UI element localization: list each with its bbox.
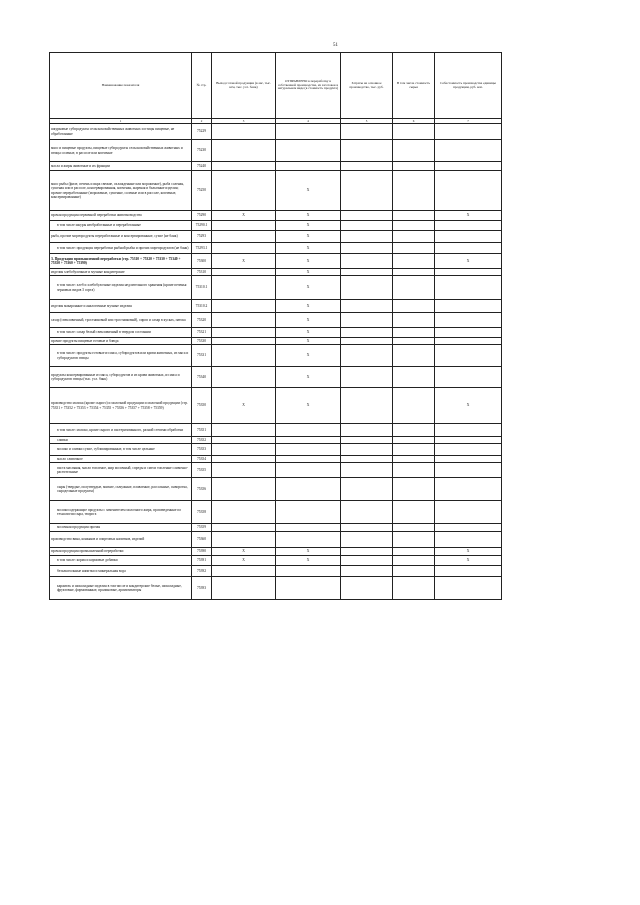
row-code: 75391 xyxy=(192,556,212,566)
cell-costs xyxy=(341,254,393,269)
cell-unit-cost xyxy=(435,276,502,300)
cell-raw-cost xyxy=(393,437,435,444)
row-code: 75392 xyxy=(192,566,212,577)
cell-output xyxy=(212,437,276,444)
cell-raw-cost xyxy=(393,345,435,367)
row-label: 3. Продукция промышленной переработки (стр. 75310 + 75320 + 75330 + 75340 + 75350 + 75360 + 75390) xyxy=(50,254,192,269)
cell-raw-cost xyxy=(393,338,435,345)
cell-output xyxy=(212,276,276,300)
cell-unit-cost xyxy=(435,437,502,444)
cell-unit-cost xyxy=(435,171,502,211)
cell-unit-cost xyxy=(435,269,502,276)
table-row xyxy=(50,231,502,243)
cell-output: X xyxy=(212,548,276,556)
cell-unit-cost: X xyxy=(435,211,502,221)
row-code: 75290 xyxy=(192,211,212,221)
table-row xyxy=(50,171,502,211)
cell-sent: X xyxy=(276,313,341,328)
cell-costs xyxy=(341,532,393,548)
cell-output xyxy=(212,140,276,162)
cell-output xyxy=(212,463,276,478)
row-label: в том числе: продукция переработки рыбной рыбы и прочих морепродуктов (не банк) xyxy=(50,243,192,254)
page-number: 51 xyxy=(333,43,338,48)
cell-output xyxy=(212,566,276,577)
column-number: 7 xyxy=(435,119,502,124)
row-label: молочная продукция прочая xyxy=(50,524,192,532)
row-code: 75360 xyxy=(192,532,212,548)
row-label: в том числе: молоко, кроме сырого и пастеризованного, разной степени обработки xyxy=(50,424,192,437)
table-row xyxy=(50,478,502,501)
table-row xyxy=(50,444,502,456)
cell-sent: X xyxy=(276,276,341,300)
row-label: масло сливочное xyxy=(50,456,192,463)
cell-unit-cost xyxy=(435,300,502,313)
row-code: 75293 xyxy=(192,231,212,243)
cell-raw-cost xyxy=(393,254,435,269)
cell-unit-cost: X xyxy=(435,548,502,556)
cell-sent xyxy=(276,577,341,600)
table-body xyxy=(50,124,502,600)
cell-raw-cost xyxy=(393,276,435,300)
row-code: 75350 xyxy=(192,388,212,424)
cell-costs xyxy=(341,231,393,243)
table-row xyxy=(50,328,502,338)
cell-raw-cost xyxy=(393,444,435,456)
header-indicator: Наименование показателя xyxy=(50,53,192,119)
cell-unit-cost xyxy=(435,221,502,231)
column-number: 5 xyxy=(341,119,393,124)
row-label: в том числе: корма и кормовые добавки xyxy=(50,556,192,566)
cell-raw-cost xyxy=(393,124,435,140)
cell-raw-cost xyxy=(393,501,435,524)
row-code: 75331 xyxy=(192,345,212,367)
cell-sent: X xyxy=(276,367,341,388)
table-row xyxy=(50,388,502,424)
row-label: сливки xyxy=(50,437,192,444)
cell-costs xyxy=(341,501,393,524)
cell-sent: X xyxy=(276,243,341,254)
table-row xyxy=(50,243,502,254)
column-number: 6 xyxy=(393,119,435,124)
row-label: молоко и сливки сухие, сублимированные, в том числе цельные xyxy=(50,444,192,456)
cell-output xyxy=(212,524,276,532)
table-row xyxy=(50,501,502,524)
cell-sent: X xyxy=(276,231,341,243)
cell-output xyxy=(212,456,276,463)
cell-raw-cost xyxy=(393,532,435,548)
cell-unit-cost xyxy=(435,501,502,524)
cell-output xyxy=(212,231,276,243)
table-row xyxy=(50,548,502,556)
row-label: изделия макаронные и аналогичные мучные изделия xyxy=(50,300,192,313)
cell-sent xyxy=(276,424,341,437)
cell-sent xyxy=(276,463,341,478)
cell-sent: X xyxy=(276,254,341,269)
cell-raw-cost xyxy=(393,328,435,338)
cell-output xyxy=(212,243,276,254)
cell-costs xyxy=(341,478,393,501)
table-row xyxy=(50,437,502,444)
row-label: паста масляная, масло топленое, жир молочный, спреды и смеси топленые сливочно-растительные xyxy=(50,463,192,478)
row-code: 75290.1 xyxy=(192,221,212,231)
cell-output xyxy=(212,300,276,313)
cell-output xyxy=(212,171,276,211)
cell-unit-cost: X xyxy=(435,388,502,424)
cell-output xyxy=(212,221,276,231)
row-code: 75359 xyxy=(192,524,212,532)
cell-unit-cost xyxy=(435,367,502,388)
cell-unit-cost xyxy=(435,243,502,254)
cell-raw-cost xyxy=(393,162,435,171)
column-number: 1 xyxy=(50,119,192,124)
cell-unit-cost xyxy=(435,424,502,437)
row-code: 75230 xyxy=(192,140,212,162)
cell-output xyxy=(212,501,276,524)
cell-costs xyxy=(341,456,393,463)
cell-costs xyxy=(341,556,393,566)
row-code: 75310.2 xyxy=(192,300,212,313)
cell-output xyxy=(212,313,276,328)
table-row xyxy=(50,532,502,548)
table-row xyxy=(50,300,502,313)
cell-sent: X xyxy=(276,269,341,276)
cell-unit-cost xyxy=(435,444,502,456)
cell-raw-cost xyxy=(393,140,435,162)
cell-costs xyxy=(341,313,393,328)
table-row xyxy=(50,524,502,532)
cell-costs xyxy=(341,124,393,140)
cell-sent: X xyxy=(276,345,341,367)
column-number: 4 xyxy=(276,119,341,124)
row-code: 75352 xyxy=(192,437,212,444)
cell-raw-cost xyxy=(393,456,435,463)
cell-raw-cost xyxy=(393,367,435,388)
cell-unit-cost: X xyxy=(435,556,502,566)
table-row xyxy=(50,424,502,437)
row-label: прочая продукция промышленной переработки xyxy=(50,548,192,556)
table-row xyxy=(50,140,502,162)
cell-costs xyxy=(341,221,393,231)
cell-output xyxy=(212,444,276,456)
cell-costs xyxy=(341,345,393,367)
cell-raw-cost xyxy=(393,231,435,243)
cell-output: X xyxy=(212,254,276,269)
cell-sent xyxy=(276,456,341,463)
table-row xyxy=(50,124,502,140)
table-row xyxy=(50,367,502,388)
cell-unit-cost xyxy=(435,231,502,243)
cell-costs xyxy=(341,548,393,556)
cell-costs xyxy=(341,243,393,254)
table-row xyxy=(50,313,502,328)
cell-output xyxy=(212,328,276,338)
cell-costs xyxy=(341,328,393,338)
row-label: шкурковые субпродукты сельскохозяйственных животных и птицы пищевые, не обработанные xyxy=(50,124,192,140)
header-raw-cost: В том числе стоимость сырья xyxy=(393,53,435,119)
cell-sent xyxy=(276,140,341,162)
cell-unit-cost xyxy=(435,456,502,463)
table-row xyxy=(50,338,502,345)
cell-unit-cost xyxy=(435,478,502,501)
row-code: 75310.1 xyxy=(192,276,212,300)
header-row xyxy=(50,53,502,119)
row-code: 75229 xyxy=(192,124,212,140)
cell-raw-cost xyxy=(393,300,435,313)
cell-sent xyxy=(276,444,341,456)
cell-raw-cost xyxy=(393,388,435,424)
cell-raw-cost xyxy=(393,221,435,231)
row-label: в том числе: продукты готовые из мяса, субпродуктов или крови животных, из мяса и субпродуктов птицы xyxy=(50,345,192,367)
row-label: продукты консервированные из мяса, субпродуктов и из крови животных, из мяса и субпродуктов птицы (тыс. усл. банк) xyxy=(50,367,192,388)
cell-sent: X xyxy=(276,556,341,566)
cell-unit-cost xyxy=(435,577,502,600)
cell-sent: X xyxy=(276,211,341,221)
header-sent-to-processing: ОТПРАВЛЕНО в переработку в собственной производства, из заготовок в натуральном виде (в стоимость продукта) xyxy=(276,53,341,119)
cell-costs xyxy=(341,566,393,577)
cell-sent: X xyxy=(276,338,341,345)
table-row xyxy=(50,254,502,269)
row-label: карамель и шоколадные изделия в том числе и кондитерские белые, шоколадные, фруктовые, формованные, пралиновые, ароматизаторы xyxy=(50,577,192,600)
row-code: 75330 xyxy=(192,338,212,345)
cell-output xyxy=(212,124,276,140)
row-code: 75393 xyxy=(192,577,212,600)
table-row xyxy=(50,556,502,566)
cell-output xyxy=(212,269,276,276)
cell-output: X xyxy=(212,556,276,566)
cell-costs xyxy=(341,211,393,221)
cell-sent: X xyxy=(276,300,341,313)
row-code: 75390 xyxy=(192,548,212,556)
cell-raw-cost xyxy=(393,211,435,221)
column-number: 2 xyxy=(192,119,212,124)
cell-output xyxy=(212,532,276,548)
cell-output: X xyxy=(212,211,276,221)
table-row xyxy=(50,269,502,276)
cell-unit-cost xyxy=(435,140,502,162)
row-label: прочие продукты пищевые готовые и блюда xyxy=(50,338,192,345)
table-row xyxy=(50,463,502,478)
cell-raw-cost xyxy=(393,478,435,501)
row-code: 75320 xyxy=(192,313,212,328)
cell-raw-cost xyxy=(393,171,435,211)
cell-costs xyxy=(341,300,393,313)
row-code: 75340 xyxy=(192,367,212,388)
cell-unit-cost xyxy=(435,566,502,577)
cell-costs xyxy=(341,367,393,388)
cell-raw-cost xyxy=(393,548,435,556)
cell-output xyxy=(212,345,276,367)
form-table xyxy=(49,52,502,600)
row-code: 75356 xyxy=(192,478,212,501)
row-label: мясо и пищевые продукты, пищевые субпродукты сельскохозяйственных животных и птицы соленые, в рассоле или копченые xyxy=(50,140,192,162)
table-row xyxy=(50,345,502,367)
cell-costs xyxy=(341,577,393,600)
cell-costs xyxy=(341,524,393,532)
header-unit-cost: Себестоимость производства единицы продукции, руб. коп. xyxy=(435,53,502,119)
row-code: 75353 xyxy=(192,444,212,456)
cell-raw-cost xyxy=(393,577,435,600)
cell-sent: X xyxy=(276,388,341,424)
row-code: 75321 xyxy=(192,328,212,338)
row-label: безалкогольные напитки и минеральная вода xyxy=(50,566,192,577)
cell-sent xyxy=(276,501,341,524)
cell-costs xyxy=(341,424,393,437)
cell-sent xyxy=(276,124,341,140)
table-row xyxy=(50,276,502,300)
row-code: 75358 xyxy=(192,501,212,524)
cell-sent: X xyxy=(276,221,341,231)
row-code: 75310 xyxy=(192,269,212,276)
cell-sent: X xyxy=(276,548,341,556)
table-row xyxy=(50,566,502,577)
cell-output xyxy=(212,577,276,600)
cell-unit-cost xyxy=(435,532,502,548)
row-code: 75293.1 xyxy=(192,243,212,254)
cell-costs xyxy=(341,171,393,211)
cell-unit-cost xyxy=(435,524,502,532)
cell-costs xyxy=(341,388,393,424)
row-code: 75351 xyxy=(192,424,212,437)
cell-unit-cost xyxy=(435,338,502,345)
cell-raw-cost xyxy=(393,313,435,328)
row-label: сахар (свекловичный, тростниковый или тростниковый), сироп и сахар в кусках, патока xyxy=(50,313,192,328)
cell-sent xyxy=(276,532,341,548)
column-number: 3 xyxy=(212,119,276,124)
cell-unit-cost xyxy=(435,345,502,367)
cell-unit-cost xyxy=(435,162,502,171)
cell-output xyxy=(212,424,276,437)
cell-unit-cost xyxy=(435,124,502,140)
cell-unit-cost xyxy=(435,313,502,328)
cell-costs xyxy=(341,444,393,456)
cell-sent xyxy=(276,524,341,532)
cell-sent xyxy=(276,566,341,577)
cell-raw-cost xyxy=(393,269,435,276)
cell-raw-cost xyxy=(393,424,435,437)
row-label: в том числе: хлеб и хлебобулочные изделия недлительного хранения (кроме печенья зерновых видов 3 сорта) xyxy=(50,276,192,300)
table-row xyxy=(50,211,502,221)
cell-sent xyxy=(276,437,341,444)
header-line-code: № стр. xyxy=(192,53,212,119)
cell-raw-cost xyxy=(393,463,435,478)
table-row xyxy=(50,162,502,171)
cell-raw-cost xyxy=(393,566,435,577)
row-label: рыба, прочие морепродукты переработанные и консервированные, сухие (не банк) xyxy=(50,231,192,243)
cell-costs xyxy=(341,269,393,276)
row-label: мясо рыбы (филе, печень и икра свежие, охлажденные или мороженые), рыба соленая, сушеная или в рассоле, консервированная, копченая, жареная и балычные изделия; прочие переработанные (мороженые, сушеные, соленые или в рассоле, копченые, консервированные) xyxy=(50,171,192,211)
cell-raw-cost xyxy=(393,243,435,254)
cell-output xyxy=(212,162,276,171)
cell-sent xyxy=(276,478,341,501)
cell-sent: X xyxy=(276,171,341,211)
header-costs: Затраты на основное производство, тыс. руб. xyxy=(341,53,393,119)
row-label: молокосодержащие продукты с заменителем молочного жира, произведенные по технологии сыра, творога xyxy=(50,501,192,524)
row-label: сыры (твердые, полутвердые, мягкие, сычужные, плавленые, рассольные, сыворотка, сыродельные продукты) xyxy=(50,478,192,501)
table-row xyxy=(50,577,502,600)
header-output: Выход готовой продукции (в авс, тыс. кгм, тыс. усл. банк) xyxy=(212,53,276,119)
row-label: изделия хлебобулочные и мучные кондитерские xyxy=(50,269,192,276)
row-code: 75355 xyxy=(192,463,212,478)
row-label: в том числе: сахар белый свекловичный в твердом состоянии xyxy=(50,328,192,338)
row-code: 75354 xyxy=(192,456,212,463)
cell-unit-cost xyxy=(435,463,502,478)
row-code: 75240 xyxy=(192,162,212,171)
cell-raw-cost xyxy=(393,556,435,566)
cell-costs xyxy=(341,463,393,478)
cell-sent xyxy=(276,162,341,171)
row-label: производство молока (кроме сырого) и молочной продукции и молочной продукции (стр. 75351 + 75352 + 75353 + 75354 + 75355 + 75356 + 75357 + 75358 + 75359) xyxy=(50,388,192,424)
cell-costs xyxy=(341,140,393,162)
cell-costs xyxy=(341,276,393,300)
cell-raw-cost xyxy=(393,524,435,532)
cell-sent: X xyxy=(276,328,341,338)
cell-output xyxy=(212,367,276,388)
cell-output: X xyxy=(212,388,276,424)
row-label: производство вина, коньяков и спиртовых напитков, изделий xyxy=(50,532,192,548)
table-row xyxy=(50,456,502,463)
row-label: прочая продукция первичной переработки животноводства xyxy=(50,211,192,221)
row-code: 75300 xyxy=(192,254,212,269)
row-code: 75250 xyxy=(192,171,212,211)
cell-costs xyxy=(341,437,393,444)
cell-unit-cost xyxy=(435,328,502,338)
table-row xyxy=(50,221,502,231)
cell-costs xyxy=(341,338,393,345)
cell-costs xyxy=(341,162,393,171)
cell-unit-cost: X xyxy=(435,254,502,269)
row-label: в том числе шкуры необработанные и переработанные xyxy=(50,221,192,231)
row-label: масла и жиры животные и их фракции xyxy=(50,162,192,171)
cell-output xyxy=(212,478,276,501)
cell-output xyxy=(212,338,276,345)
